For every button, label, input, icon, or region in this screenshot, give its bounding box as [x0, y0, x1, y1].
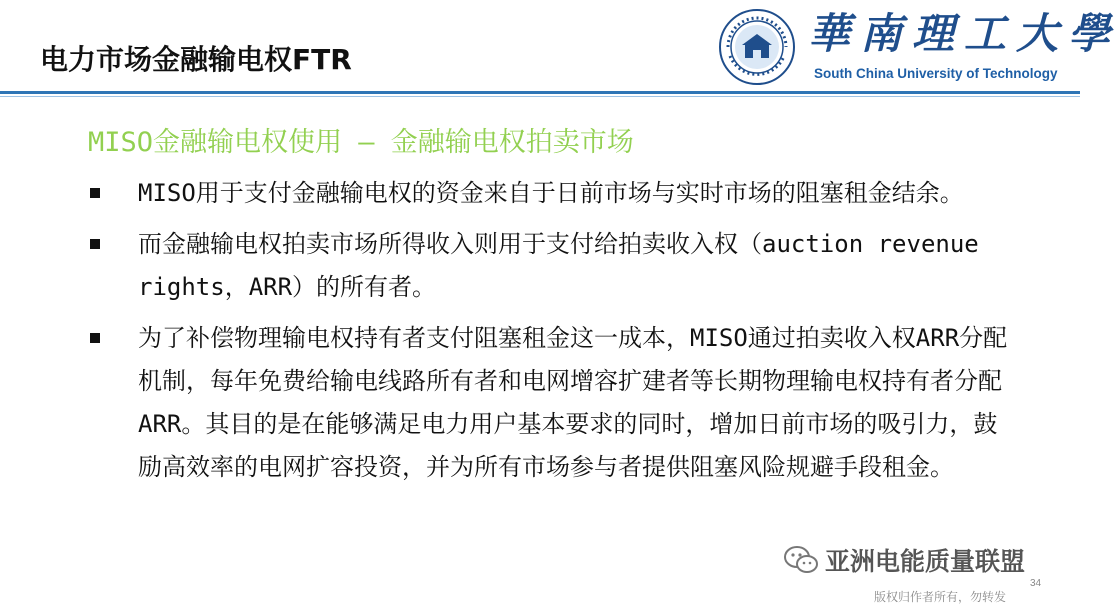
header-divider — [0, 91, 1080, 94]
slide-header — [0, 0, 1120, 96]
footer-watermark — [783, 542, 1025, 578]
university-seal-icon — [718, 8, 796, 86]
university-name-cn: 華南理工大學 — [808, 9, 1120, 58]
list-item — [90, 317, 1010, 489]
list-item — [90, 223, 1010, 309]
square-bullet-icon — [90, 188, 100, 198]
bullet-text: MISO用于支付金融输电权的资金来自于日前市场与实时市场的阻塞租金结余。 — [138, 179, 964, 207]
university-name-en: South China University of Technology — [814, 66, 1058, 81]
footer-brand-text: 亚洲电能质量联盟 — [825, 547, 1026, 576]
bullet-list — [90, 172, 1010, 497]
bullet-text: 而金融输电权拍卖市场所得收入则用于支付给拍卖收入权（auction revenue rights，ARR）的所有者。 — [138, 230, 979, 301]
wechat-icon — [783, 545, 819, 575]
list-item — [90, 172, 1010, 215]
slide-title: 电力市场金融输电权FTR — [40, 43, 352, 76]
square-bullet-icon — [90, 333, 100, 343]
bullet-text: 为了补偿物理输电权持有者支付阻塞租金这一成本，MISO通过拍卖收入权ARR分配机制，每年免费给输电线路所有者和电网增容扩建者等长期物理输电权持有者分配ARR。其目的是在能够满足电力用户基本要求的同时，增加日前市场的吸引力，鼓励高效率的电网扩容投资，并为所有市场参与者提供阻塞风险规避手段租金。 — [138, 324, 1008, 481]
copyright-notice: 版权归作者所有，勿转发 — [874, 590, 1007, 604]
slide-subtitle: MISO金融输电权使用 – 金融输电权拍卖市场 — [88, 127, 634, 158]
square-bullet-icon — [90, 239, 100, 249]
header-divider-thin — [0, 96, 1080, 97]
page-number: 34 — [1030, 578, 1042, 589]
